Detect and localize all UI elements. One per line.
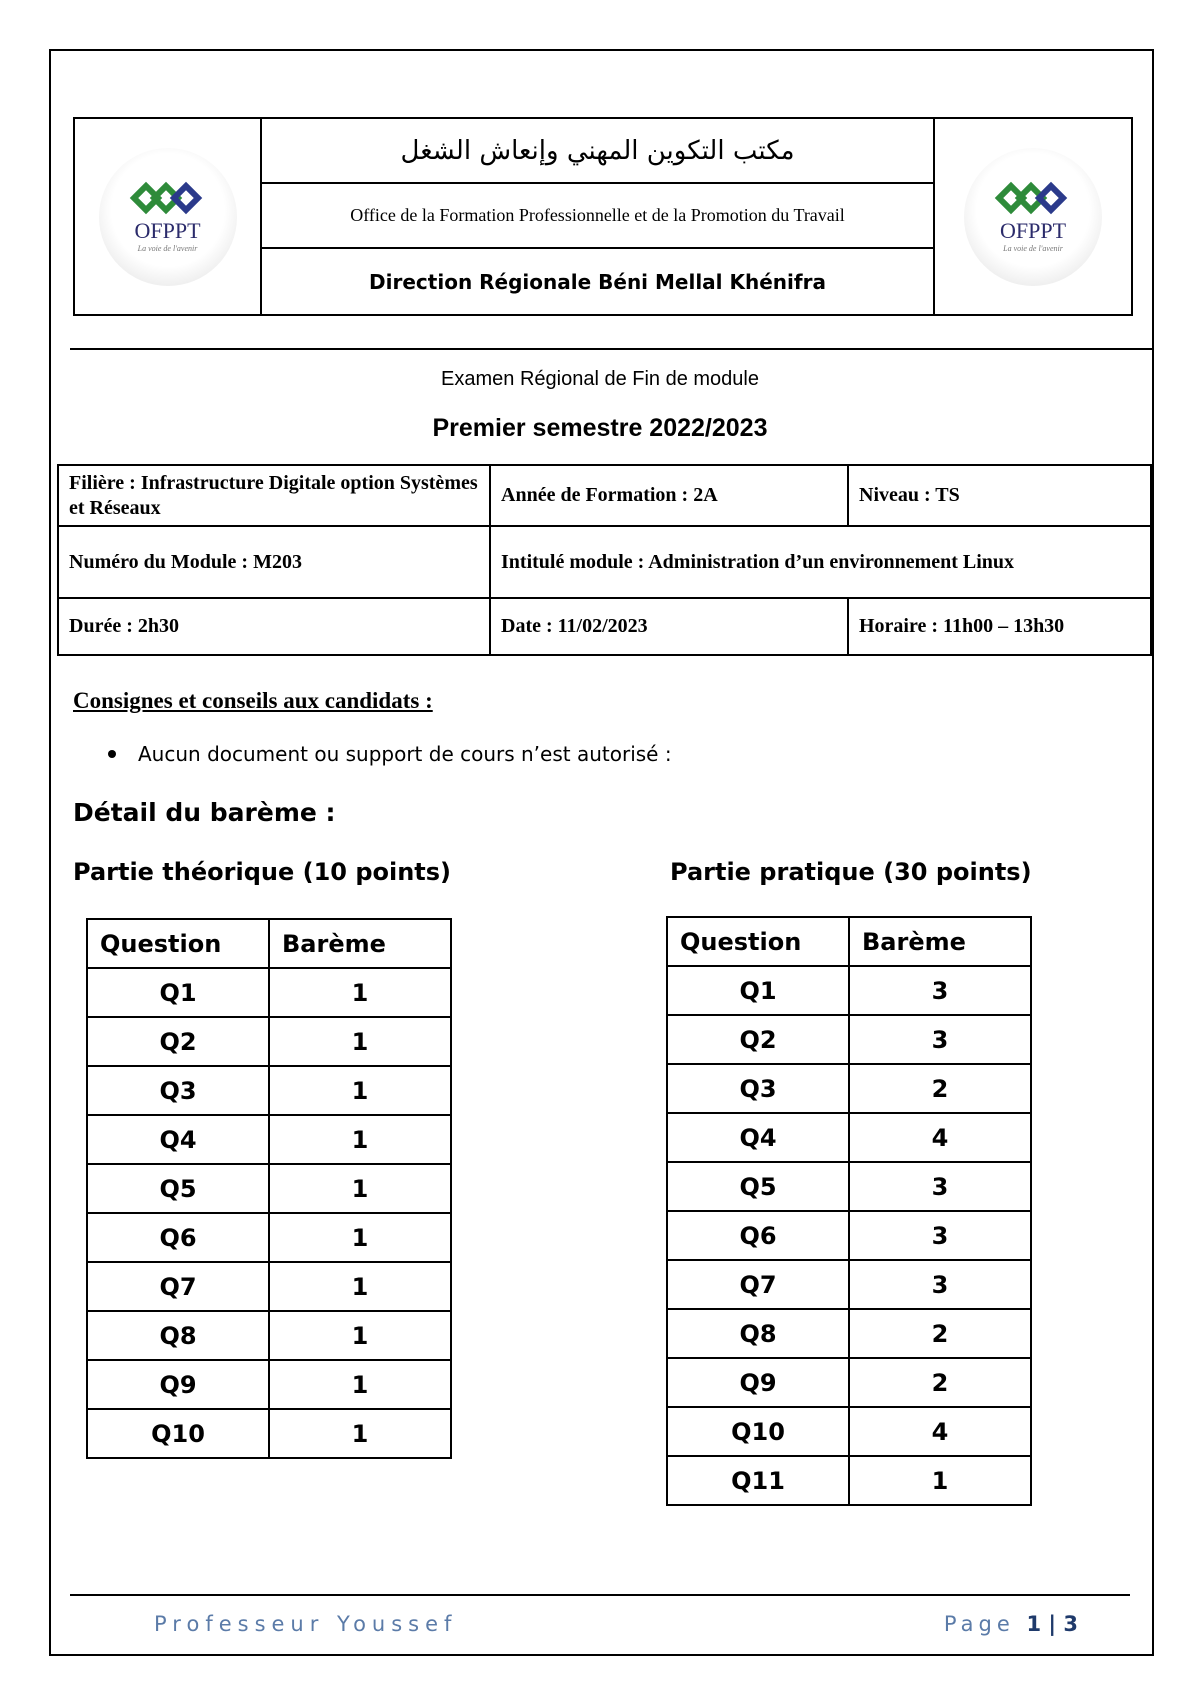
pratique-title: Partie pratique (30 points): [670, 858, 1032, 886]
table-row: [87, 1164, 451, 1213]
footer-author: Professeur Youssef: [154, 1612, 458, 1636]
date-cell: Date : 11/02/2023: [490, 598, 848, 655]
bareme-cell: 1: [269, 1360, 451, 1409]
question-cell: Q5: [87, 1164, 269, 1213]
bareme-cell: 4: [849, 1407, 1031, 1456]
ofppt-diamond-icon: [128, 180, 208, 216]
theorique-table: [86, 918, 452, 1459]
duree-cell: Durée : 2h30: [58, 598, 490, 655]
logo-name: OFPPT: [999, 218, 1067, 243]
bareme-cell: 1: [269, 1213, 451, 1262]
footer-page-number: Page 1 | 3: [943, 1612, 1078, 1636]
bareme-cell: 1: [269, 1311, 451, 1360]
table-row: [87, 1017, 451, 1066]
office-name: Office de la Formation Professionnelle et de la Promotion du Travail: [262, 184, 933, 249]
question-cell: Q10: [87, 1409, 269, 1458]
table-row: [87, 1262, 451, 1311]
bareme-cell: 2: [849, 1064, 1031, 1113]
bareme-cell: 3: [849, 1015, 1031, 1064]
table-row: [667, 966, 1031, 1015]
bareme-cell: 2: [849, 1309, 1031, 1358]
table-row: [667, 1162, 1031, 1211]
question-cell: Q7: [87, 1262, 269, 1311]
question-cell: Q4: [87, 1115, 269, 1164]
pratique-header-bareme: Barème: [849, 917, 1031, 966]
table-row: [87, 1360, 451, 1409]
bareme-cell: 4: [849, 1113, 1031, 1162]
bareme-cell: 2: [849, 1358, 1031, 1407]
table-row: [667, 1211, 1031, 1260]
table-row: [87, 1311, 451, 1360]
table-row: [667, 1015, 1031, 1064]
bareme-cell: 3: [849, 1211, 1031, 1260]
question-cell: Q7: [667, 1260, 849, 1309]
pratique-table: [666, 916, 1032, 1506]
consignes-title: Consignes et conseils aux candidats :: [73, 688, 433, 713]
question-cell: Q4: [667, 1113, 849, 1162]
bareme-cell: 3: [849, 1162, 1031, 1211]
horaire-cell: Horaire : 11h00 – 13h30: [848, 598, 1151, 655]
question-cell: Q8: [87, 1311, 269, 1360]
bareme-cell: 1: [269, 1409, 451, 1458]
numero-cell: Numéro du Module : M203: [58, 526, 490, 598]
table-row: [87, 1066, 451, 1115]
table-row: [87, 1213, 451, 1262]
table-row: [667, 1064, 1031, 1113]
bareme-cell: 1: [849, 1456, 1031, 1505]
question-cell: Q2: [667, 1015, 849, 1064]
bullet-icon: [108, 750, 116, 758]
header-center: [262, 119, 933, 314]
consigne-text: Aucun document ou support de cours n’est autorisé :: [138, 742, 672, 766]
question-cell: Q1: [87, 968, 269, 1017]
question-cell: Q9: [87, 1360, 269, 1409]
question-cell: Q11: [667, 1456, 849, 1505]
table-row: [87, 968, 451, 1017]
exam-title: Examen Régional de Fin de module: [441, 368, 759, 390]
table-row: [667, 1309, 1031, 1358]
page-current: 1: [1026, 1612, 1042, 1636]
footer-divider: [70, 1594, 1130, 1596]
logo-tagline: La voie de l'avenir: [1003, 244, 1063, 253]
bareme-cell: 3: [849, 966, 1031, 1015]
question-cell: Q2: [87, 1017, 269, 1066]
question-cell: Q6: [87, 1213, 269, 1262]
question-cell: Q5: [667, 1162, 849, 1211]
logo-tagline: La voie de l'avenir: [137, 244, 198, 253]
niveau-cell: Niveau : TS: [848, 465, 1151, 526]
question-cell: Q10: [667, 1407, 849, 1456]
logo-cell-left: [75, 119, 262, 314]
question-cell: Q3: [87, 1066, 269, 1115]
table-row: [87, 1115, 451, 1164]
pratique-header-question: Question: [667, 917, 849, 966]
info-table: [57, 464, 1152, 656]
bareme-cell: 1: [269, 968, 451, 1017]
ofppt-logo-right: [964, 148, 1102, 286]
exam-semester: Premier semestre 2022/2023: [432, 414, 768, 442]
table-row: [667, 1456, 1031, 1505]
question-cell: Q9: [667, 1358, 849, 1407]
annee-cell: Année de Formation : 2A: [490, 465, 848, 526]
question-cell: Q3: [667, 1064, 849, 1113]
logo-name: OFPPT: [134, 218, 201, 243]
header-divider: [70, 348, 1154, 350]
question-cell: Q6: [667, 1211, 849, 1260]
page-label: Page: [943, 1612, 1015, 1636]
ofppt-logo-left: [99, 148, 237, 286]
filiere-cell: Filière : Infrastructure Digitale option Systèmes et Réseaux: [58, 465, 490, 526]
question-cell: Q1: [667, 966, 849, 1015]
arabic-title: مكتب التكوين المهني وإنعاش الشغل: [262, 119, 933, 184]
table-row: [667, 1358, 1031, 1407]
header-box: [73, 117, 1133, 316]
table-row: [667, 1113, 1031, 1162]
intitule-cell: Intitulé module : Administration d’un environnement Linux: [490, 526, 1151, 598]
direction-name: Direction Régionale Béni Mellal Khénifra: [369, 269, 826, 294]
page-total: 3: [1063, 1612, 1078, 1636]
bareme-cell: 1: [269, 1066, 451, 1115]
bareme-cell: 1: [269, 1017, 451, 1066]
logo-cell-right: [933, 119, 1131, 314]
consigne-item: [108, 742, 672, 766]
table-row: [87, 1409, 451, 1458]
ofppt-diamond-icon: [993, 180, 1073, 216]
table-row: [667, 1407, 1031, 1456]
theorique-header-bareme: Barème: [269, 919, 451, 968]
bareme-title: Détail du barème :: [73, 798, 336, 827]
bareme-cell: 1: [269, 1262, 451, 1311]
theorique-header-question: Question: [87, 919, 269, 968]
question-cell: Q8: [667, 1309, 849, 1358]
bareme-cell: 3: [849, 1260, 1031, 1309]
bareme-cell: 1: [269, 1164, 451, 1213]
table-row: [667, 1260, 1031, 1309]
bareme-cell: 1: [269, 1115, 451, 1164]
theorique-title: Partie théorique (10 points): [73, 858, 452, 886]
